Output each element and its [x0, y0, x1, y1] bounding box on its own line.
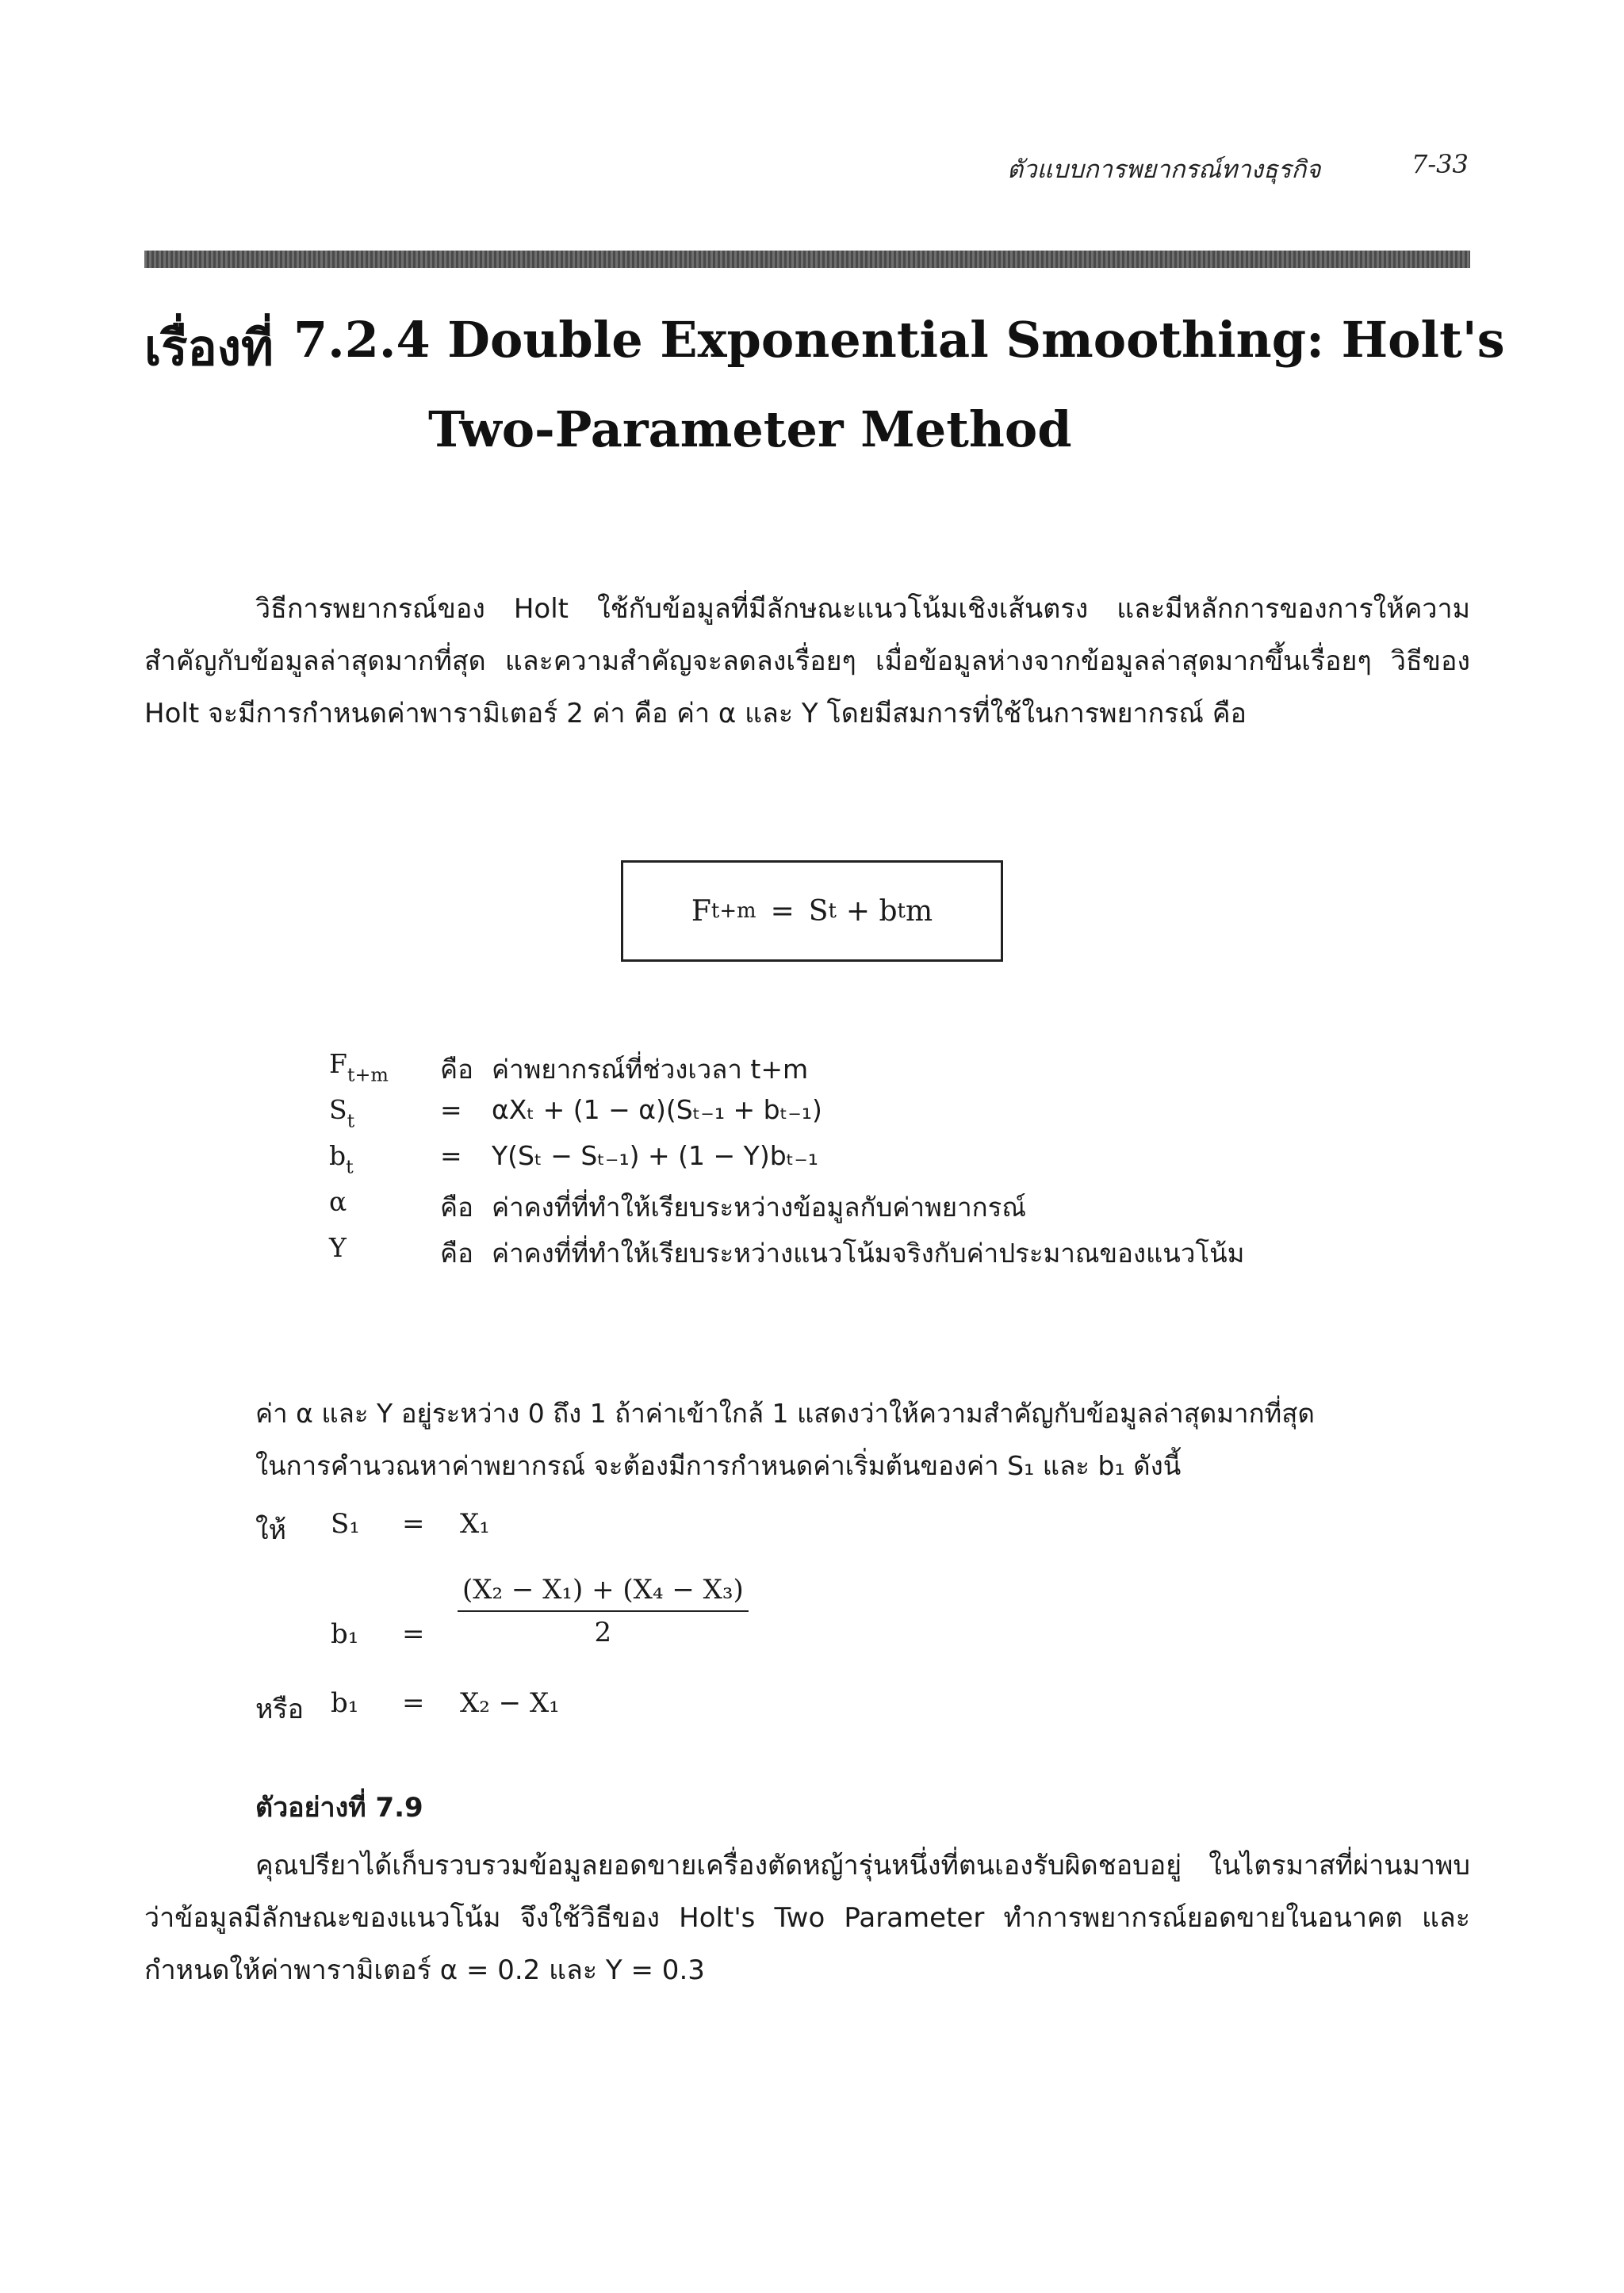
section-prefix: เรื่องที่ [144, 319, 274, 377]
definition-symbol: α [329, 1186, 347, 1217]
formula-s: S [808, 894, 829, 928]
section-title-line1: 7.2.4 Double Exponential Smoothing: Holt's [293, 311, 1505, 369]
definition-operator: คือ [440, 1238, 473, 1269]
formula-lhs: F [691, 894, 711, 928]
header-rule [144, 251, 1470, 268]
init-b1-alt-row [255, 1687, 560, 1730]
let-word: ให้ [255, 1514, 287, 1546]
range-note-line1: ค่า α และ Y อยู่ระหว่าง 0 ถึง 1 ถ้าค่าเข้าใกล้ 1 แสดงว่าให้ความสำคัญกับข้อมูลล่าสุดมากที่สุด [255, 1398, 1315, 1429]
main-formula-box [621, 860, 1003, 962]
formula-plus-b: + b [845, 894, 898, 928]
example-title: ตัวอย่างที่ 7.9 [255, 1792, 423, 1824]
b1-alt-rhs: X₂ − X₁ [460, 1687, 560, 1719]
s1-lhs: S₁ [331, 1508, 360, 1540]
definition-operator: = [440, 1094, 462, 1125]
definition-operator: คือ [440, 1054, 473, 1085]
s1-eq: = [402, 1508, 425, 1540]
formula-s-sub: t [828, 899, 837, 923]
example-paragraph [144, 1839, 1470, 1996]
b1-lhs: b₁ [331, 1618, 359, 1650]
b1-eq: = [402, 1618, 425, 1650]
definition-description: ค่าคงที่ที่ทำให้เรียบระหว่างข้อมูลกับค่าพยากรณ์ [492, 1192, 1026, 1223]
s1-rhs: X₁ [460, 1508, 490, 1540]
definition-description: ค่าพยากรณ์ที่ช่วงเวลา t+m [492, 1054, 809, 1085]
definition-operator: คือ [440, 1192, 473, 1223]
page-number: 7-33 [1411, 149, 1469, 179]
running-header-title: ตัวแบบการพยากรณ์ทางธุรกิจ [1007, 155, 1321, 184]
intro-text: วิธีการพยากรณ์ของ Holt ใช้กับข้อมูลที่มีลักษณะแนวโน้มเชิงเส้นตรง และมีหลักการของการให้ความสำคัญกับข้อมูลล่าสุดมากที่สุด และความสำคัญจะลดลงเรื่อยๆ เมื่อข้อมูลห่างจากข้อมูลล่าสุดมากขึ้นเรื่อยๆ วิธีของ Holt จะมีการกำหนดค่าพารามิเตอร์ 2 ค่า คือ ค่า α และ Y โดยมีสมการที่ใช้ในการพยากรณ์ คือ [144, 593, 1470, 729]
formula-lhs-sub: t+m [710, 899, 756, 923]
range-note-line2: ในการคำนวณหาค่าพยากรณ์ จะต้องมีการกำหนดค่าเริ่มต้นของค่า S₁ และ b₁ ดังนี้ [255, 1450, 1182, 1481]
b1-alt-eq: = [402, 1687, 425, 1719]
intro-paragraph [144, 583, 1470, 740]
example-text: คุณปรียาได้เก็บรวบรวมข้อมูลยอดขายเครื่องตัดหญ้ารุ่นหนึ่งที่ตนเองรับผิดชอบอยู่ ในไตรมาสที่ผ่านมาพบว่าข้อมูลมีลักษณะของแนวโน้ม จึงใช้วิธีของ Holt's Two Parameter ทำการพยากรณ์ยอดขายในอนาคต และกำหนดให้ค่าพารามิเตอร์ α = 0.2 และ Y = 0.3 [144, 1850, 1470, 1986]
definition-description: Y(Sₜ − Sₜ₋₁) + (1 − Y)bₜ₋₁ [492, 1140, 819, 1171]
or-word: หรือ [255, 1694, 304, 1725]
definition-symbol: $S_t$ [329, 1094, 355, 1132]
formula-eq: = [770, 894, 795, 928]
b1-alt-lhs: b₁ [331, 1687, 359, 1719]
definition-description: αXₜ + (1 − α)(Sₜ₋₁ + bₜ₋₁) [492, 1094, 822, 1125]
formula-m: m [905, 894, 933, 928]
formula-b-sub: t [897, 899, 906, 923]
definition-symbol: $F_{t+m}$ [329, 1048, 389, 1086]
b1-denominator: 2 [594, 1617, 612, 1648]
definition-operator: = [440, 1140, 462, 1171]
init-s1-row [255, 1508, 490, 1551]
section-title-line2: Two-Parameter Method [428, 400, 1072, 458]
definition-description: ค่าคงที่ที่ทำให้เรียบระหว่างแนวโน้มจริงกับค่าประมาณของแนวโน้ม [492, 1238, 1245, 1269]
b1-fraction [458, 1574, 749, 1648]
range-note [255, 1388, 1470, 1492]
definition-symbol: $b_t$ [329, 1140, 354, 1178]
b1-numerator: (X₂ − X₁) + (X₄ − X₃) [458, 1574, 749, 1612]
definition-symbol: Y [329, 1232, 347, 1263]
